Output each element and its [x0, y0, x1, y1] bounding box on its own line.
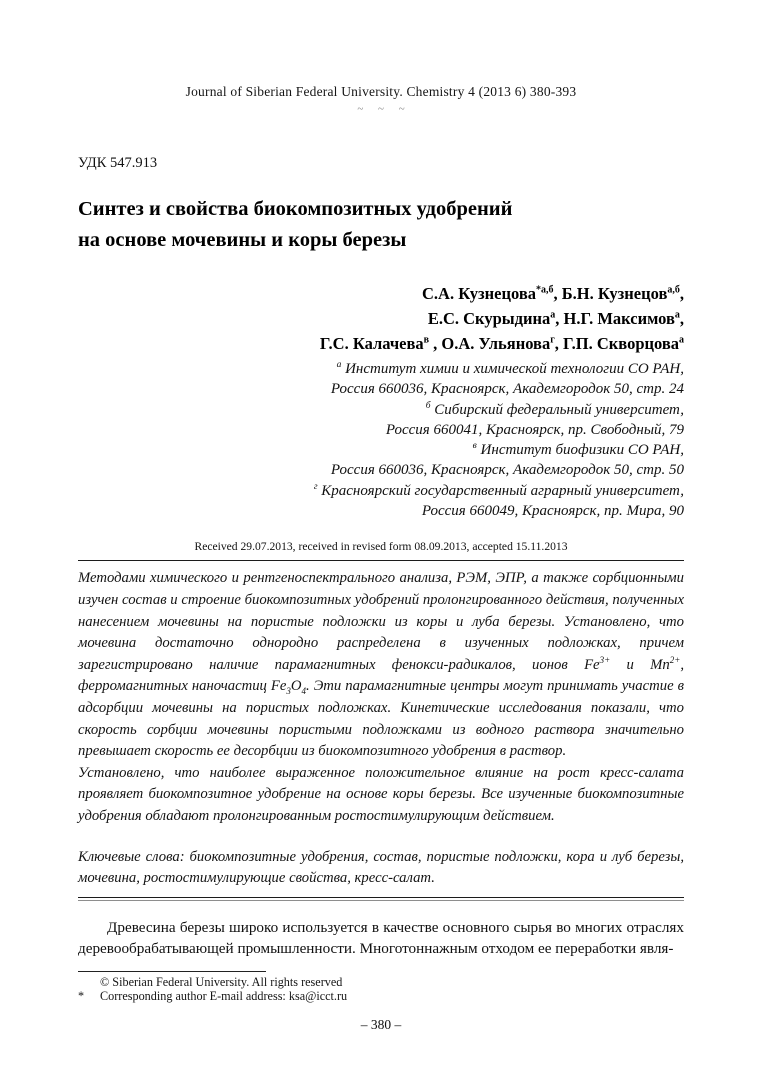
affiliation-line — [78, 400, 684, 420]
footnote-area — [78, 971, 684, 1004]
author-name: , Н.Г. Максимов — [555, 309, 675, 328]
affiliation-text: Россия 660049, Красноярск, пр. Мира, 90 — [421, 503, 684, 520]
article-title — [78, 194, 684, 256]
abstract-text: Методами химического и рентгеноспектрального анализа, РЭМ, ЭПР, а также сорбционными изучен состав и строение биокомпозитных удобрений пролонгированного действия, полученных нанесением мочевины на пористые подложки из коры и луба березы. Установлено, что мочевина достаточно однородно распределена в изученных подложках, причем зарегистрировано наличие парамагнитных фенокси-радикалов, ионов Fe — [78, 570, 684, 673]
affiliation-text: Россия 660036, Красноярск, Академгородок 50, стр. 24 — [330, 381, 684, 398]
affiliation-text: Институт биофизики СО РАН, — [476, 442, 684, 459]
author-name: С.А. Кузнецова — [422, 284, 536, 303]
received-dates-line: Received 29.07.2013, received in revised form 08.09.2013, accepted 15.11.2013 — [194, 540, 568, 554]
abstract-paragraph: Установлено, что наиболее выраженное положительное влияние на рост кресс-салата проявляет биокомпозитное удобрение на основе коры березы. Все изученные биокомпозитные удобрения обладают пролонгированным ростостимулирующим действием. — [78, 764, 684, 824]
header-ornament: ~ ~ ~ — [357, 103, 411, 115]
abstract-text: O — [290, 678, 302, 695]
affiliation-marker: а — [336, 360, 342, 370]
copyright-line — [78, 975, 684, 990]
affiliation-text: Сибирский федеральный университет, — [430, 401, 684, 418]
affiliation-line — [78, 379, 684, 399]
abstract-bottom-divider — [78, 897, 684, 901]
article-title-line: на основе мочевины и коры березы — [78, 229, 407, 251]
author-line — [78, 306, 684, 331]
affiliation-line — [78, 501, 684, 521]
subscript: 4 — [301, 686, 307, 697]
author-name: , Г.П. Скворцова — [554, 334, 679, 353]
footnote-asterisk-marker: * — [78, 989, 85, 1004]
affiliation-marker: в — [472, 441, 477, 452]
footnote-divider — [78, 971, 266, 972]
affiliations-block — [78, 359, 684, 521]
author-affiliation-marker: а — [679, 334, 684, 346]
abstract-paragraph — [78, 568, 684, 762]
author-name: , О.А. Ульянова — [429, 334, 551, 353]
superscript: 3+ — [599, 654, 611, 665]
author-affiliation-marker: а — [550, 309, 556, 321]
author-affiliation-marker: а,б — [667, 284, 680, 296]
author-affiliation-marker: в — [423, 334, 430, 346]
author-affiliation-marker: г — [550, 334, 555, 346]
abstract-text: , ферромагнитных наночастиц Fe — [78, 656, 684, 695]
author-name: , — [679, 309, 684, 328]
affiliation-line — [78, 359, 684, 379]
subscript: 3 — [286, 686, 291, 697]
author-line — [78, 331, 684, 356]
affiliation-text: Красноярский государственный аграрный университет, — [317, 482, 684, 499]
affiliation-text: Институт химии и химической технологии СО РАН, — [341, 361, 684, 377]
author-affiliation-marker: *а,б — [535, 284, 554, 296]
affiliation-line — [78, 440, 684, 460]
affiliation-marker: г — [313, 481, 318, 492]
article-title-line: Синтез и свойства биокомпозитных удобрений — [78, 198, 513, 220]
udc-code: УДК 547.913 — [78, 155, 158, 171]
page-number: – 380 – — [360, 1016, 402, 1032]
journal-header: Journal of Siberian Federal University. Chemistry 4 (2013 6) 380-393 — [185, 84, 577, 99]
author-name: Г.С. Калачева — [319, 334, 424, 353]
author-name: , — [679, 284, 684, 303]
body-paragraph: Древесина березы широко используется в качестве основного сырья во многих отраслях деревообрабатывающей промышленности. Многотоннажным отходом ее переработки явля- — [78, 918, 684, 957]
footnote-marker-empty — [78, 975, 100, 990]
corresponding-author-text: Corresponding author E-mail address: ksa@icct.ru — [100, 989, 348, 1004]
author-line — [78, 281, 684, 306]
affiliation-marker: б — [425, 400, 431, 411]
affiliation-text: Россия 660036, Красноярск, Академгородок 50, стр. 50 — [330, 462, 684, 479]
author-affiliation-marker: а — [674, 309, 680, 321]
affiliation-line — [78, 460, 684, 480]
affiliation-line — [78, 420, 684, 440]
affiliation-line — [78, 481, 684, 501]
abstract-top-divider — [78, 560, 684, 561]
copyright-text: © Siberian Federal University. All rights reserved — [100, 974, 343, 989]
abstract-block — [78, 568, 684, 889]
corresponding-author-line — [78, 989, 684, 1004]
abstract-text: . Эти парамагнитные центры могут принимать участие в адсорбции мочевины на пористых подложках. Кинетические исследования показали, что скорость сорбции мочевины пористыми подложками из водного раствора значительно превышает скорость ее десорбции из биокомпозитного удобрения в раствор. — [78, 678, 684, 760]
superscript: 2+ — [669, 654, 681, 665]
authors-block — [78, 281, 684, 356]
abstract-text: и Mn — [610, 656, 670, 673]
author-name: , Б.Н. Кузнецов — [553, 284, 668, 303]
keywords-line: Ключевые слова: биокомпозитные удобрения, состав, пористые подложки, кора и луб березы, мочевина, ростостимулирующие свойства, кресс-салат. — [78, 848, 684, 887]
affiliation-text: Россия 660041, Красноярск, пр. Свободный, 79 — [385, 421, 684, 438]
author-name: Е.С. Скурыдина — [427, 309, 551, 328]
